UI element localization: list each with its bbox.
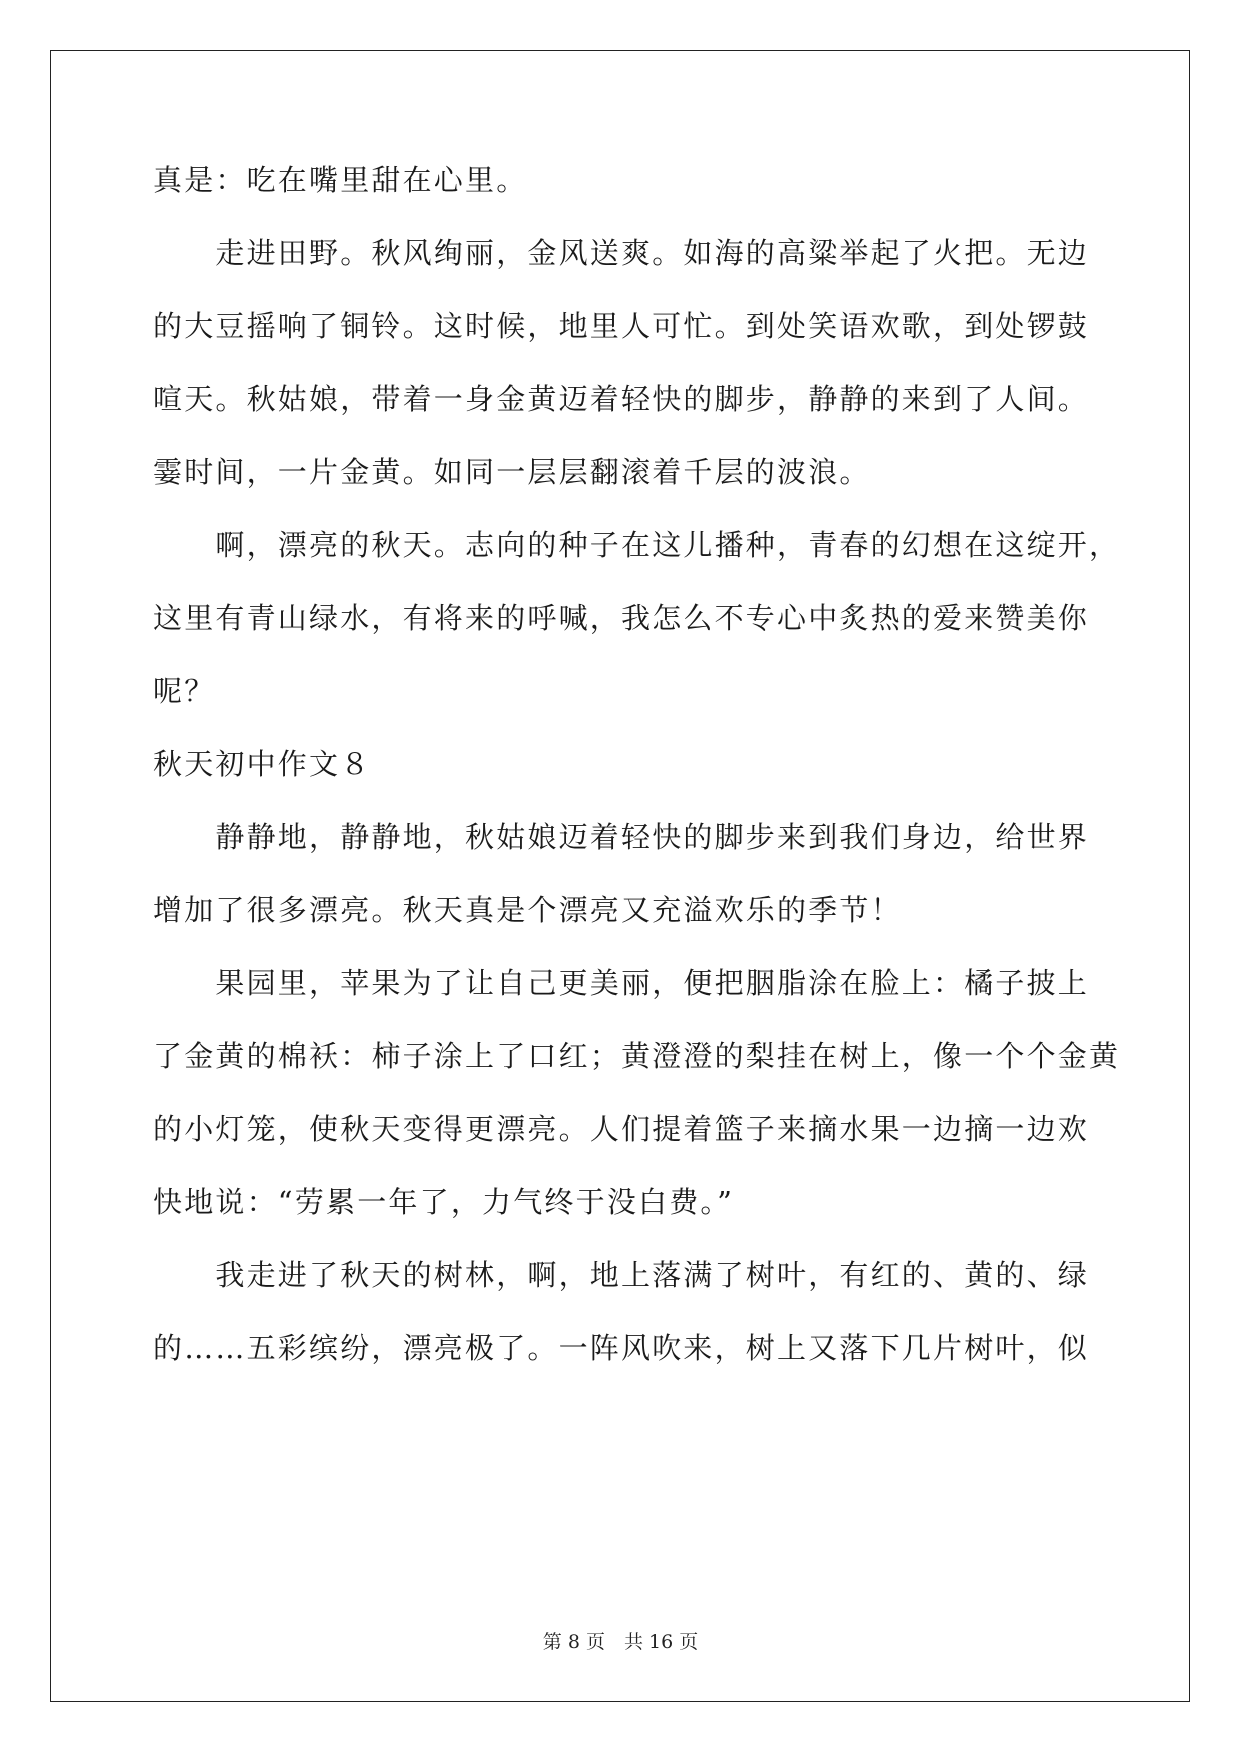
text-line: 啊，漂亮的秋天。志向的种子在这儿播种，青春的幻想在这绽开， <box>153 528 1121 562</box>
page-number: 第 8 页 共 16 页 <box>542 1631 699 1653</box>
text-line: 我走进了秋天的树林，啊，地上落满了树叶，有红的、黄的、绿 <box>153 1258 1090 1292</box>
text-line: 这里有青山绿水，有将来的呼喊，我怎么不专心中炙热的爱来赞美你 <box>153 601 1090 635</box>
text-line: 的小灯笼，使秋天变得更漂亮。人们提着篮子来摘水果一边摘一边欢 <box>153 1112 1090 1146</box>
text-line: 的大豆摇响了铜铃。这时候，地里人可忙。到处笑语欢歌，到处锣鼓 <box>153 309 1090 343</box>
page-footer <box>0 1630 1241 1654</box>
page-border <box>50 50 1190 1702</box>
text-line: 的……五彩缤纷，漂亮极了。一阵风吹来，树上又落下几片树叶，似 <box>153 1331 1090 1365</box>
section-heading: 秋天初中作文８ <box>153 747 372 781</box>
text-line: 了金黄的棉袄：柿子涂上了口红；黄澄澄的梨挂在树上，像一个个金黄 <box>153 1039 1121 1073</box>
text-line: 真是：吃在嘴里甜在心里。 <box>153 163 528 197</box>
text-line: 呢？ <box>153 674 216 708</box>
text-line: 霎时间，一片金黄。如同一层层翻滚着千层的波浪。 <box>153 455 871 489</box>
text-line: 增加了很多漂亮。秋天真是个漂亮又充溢欢乐的季节！ <box>153 893 902 927</box>
text-line: 喧天。秋姑娘，带着一身金黄迈着轻快的脚步，静静的来到了人间。 <box>153 382 1090 416</box>
text-line: 走进田野。秋风绚丽，金风送爽。如海的高粱举起了火把。无边 <box>153 236 1090 270</box>
text-line: 快地说：“劳累一年了，力气终于没白费。” <box>153 1185 735 1219</box>
text-line: 果园里，苹果为了让自己更美丽，便把胭脂涂在脸上：橘子披上 <box>153 966 1090 1000</box>
text-line: 静静地，静静地，秋姑娘迈着轻快的脚步来到我们身边，给世界 <box>153 820 1090 854</box>
